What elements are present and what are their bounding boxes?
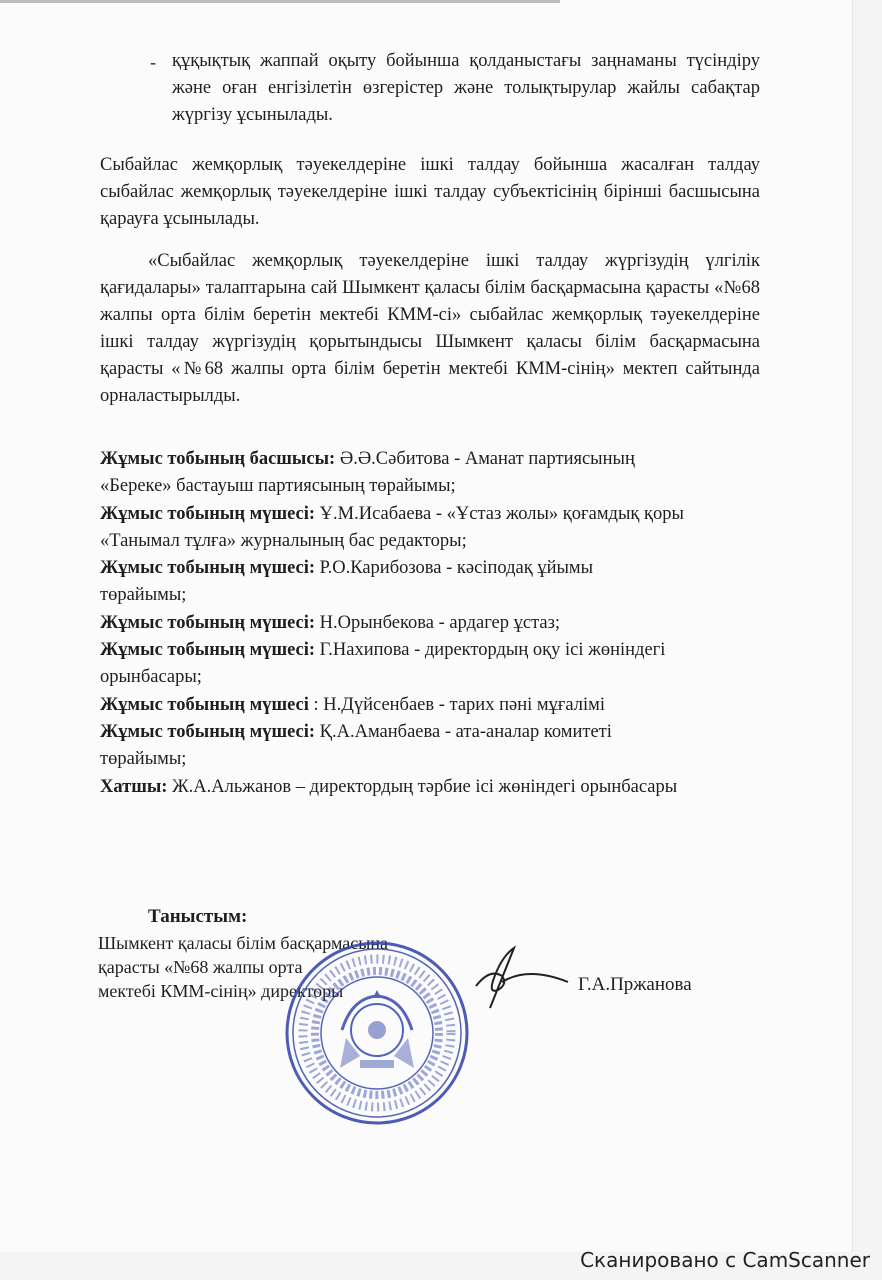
member-role: Жұмыс тобының мүшесі: — [100, 640, 316, 661]
member-continuation: «Танымал тұлға» журналының бас редакторы; — [100, 530, 467, 551]
bullet-item — [150, 48, 760, 129]
member-entry — [100, 774, 780, 801]
member-entry — [100, 501, 780, 556]
member-name: Н.Орынбекова - ардагер ұстаз; — [315, 612, 561, 633]
signer-name: Г.А.Пржанова — [578, 974, 692, 995]
member-entry — [100, 610, 780, 637]
handwritten-signature — [468, 938, 578, 1018]
ack-line: қарасты «№68 жалпы орта — [98, 957, 303, 977]
member-role: Жұмыс тобының басшысы: — [100, 449, 336, 469]
member-name: : Н.Дүйсенбаев - тарих пәні мұғалімі — [308, 694, 605, 715]
working-group-list — [100, 446, 780, 801]
member-role: Жұмыс тобының мүшесі: — [100, 558, 316, 579]
member-entry — [100, 555, 780, 610]
ack-line: Шымкент қаласы білім басқармасына — [98, 933, 388, 953]
member-role: Жұмыс тобының мүшесі — [100, 694, 309, 715]
member-role: Жұмыс тобының мүшесі: — [100, 612, 316, 633]
member-continuation: төрайымы; — [100, 749, 187, 770]
official-seal-stamp — [282, 938, 472, 1128]
bullet-dash: - — [150, 52, 156, 72]
member-name: Ә.Ә.Сәбитова - Аманат партиясының — [335, 449, 635, 469]
member-continuation: төрайымы; — [100, 585, 187, 606]
member-name: Қ.А.Аманбаева - ата-аналар комитеті — [315, 721, 612, 742]
ack-line: мектебі КММ-сінің» директоры — [98, 981, 344, 1001]
member-name: Г.Нахипова - директордың оқу ісі жөніндегі — [315, 640, 666, 661]
paragraph-publication: «Сыбайлас жемқорлық тәуекелдеріне ішкі талдау жүргізудің үлгілік қағидалары» талаптарына сай Шымкент қаласы білім басқармасына қарасты «№68 жалпы орта білім беретін мектебі КММ-сі» сыбайлас жемқорлық тәуекелдеріне ішкі талдау жүргізудің қорытындысы Шымкент қаласы білім басқармасына қарасты «№68 жалпы орта білім беретін мектебі КММ-сінің» мектеп сайтында орналастырылды. — [100, 251, 760, 406]
member-continuation: орынбасары; — [100, 667, 202, 688]
member-continuation: «Береке» бастауыш партиясының төрайымы; — [100, 476, 456, 497]
member-name: Ұ.М.Исабаева - «Ұстаз жолы» қоғамдық қоры — [315, 503, 684, 524]
member-role: Хатшы: — [100, 776, 168, 797]
member-entry — [100, 692, 780, 719]
member-role: Жұмыс тобының мүшесі: — [100, 721, 316, 742]
member-name: Ж.А.Альжанов – директордың тәрбие ісі жөніндегі орынбасары — [167, 776, 678, 797]
bullet-text: құқықтық жаппай оқыту бойынша қолданыстағы заңнаманы түсіндіру және оған енгізілетін өзгерістер және толықтырулар жайлы сабақтар жүргізу ұсынылады. — [172, 51, 760, 125]
scanner-watermark: Сканировано с CamScanner — [580, 1248, 870, 1272]
scan-edge-line — [0, 0, 560, 3]
member-entry — [100, 446, 780, 501]
member-role: Жұмыс тобының мүшесі: — [100, 503, 316, 524]
member-entry — [100, 637, 780, 692]
paragraph-analysis-review: Сыбайлас жемқорлық тәуекелдеріне ішкі талдау бойынша жасалған талдау сыбайлас жемқорлық тәуекелдеріне ішкі талдау субъектісінің бірінші басшысына қарауға ұсынылады. — [100, 155, 760, 229]
member-name: Р.О.Карибозова - кәсіподақ ұйымы — [315, 558, 594, 579]
member-entry — [100, 719, 780, 774]
acknowledgement-title: Таныстым: — [148, 906, 248, 927]
